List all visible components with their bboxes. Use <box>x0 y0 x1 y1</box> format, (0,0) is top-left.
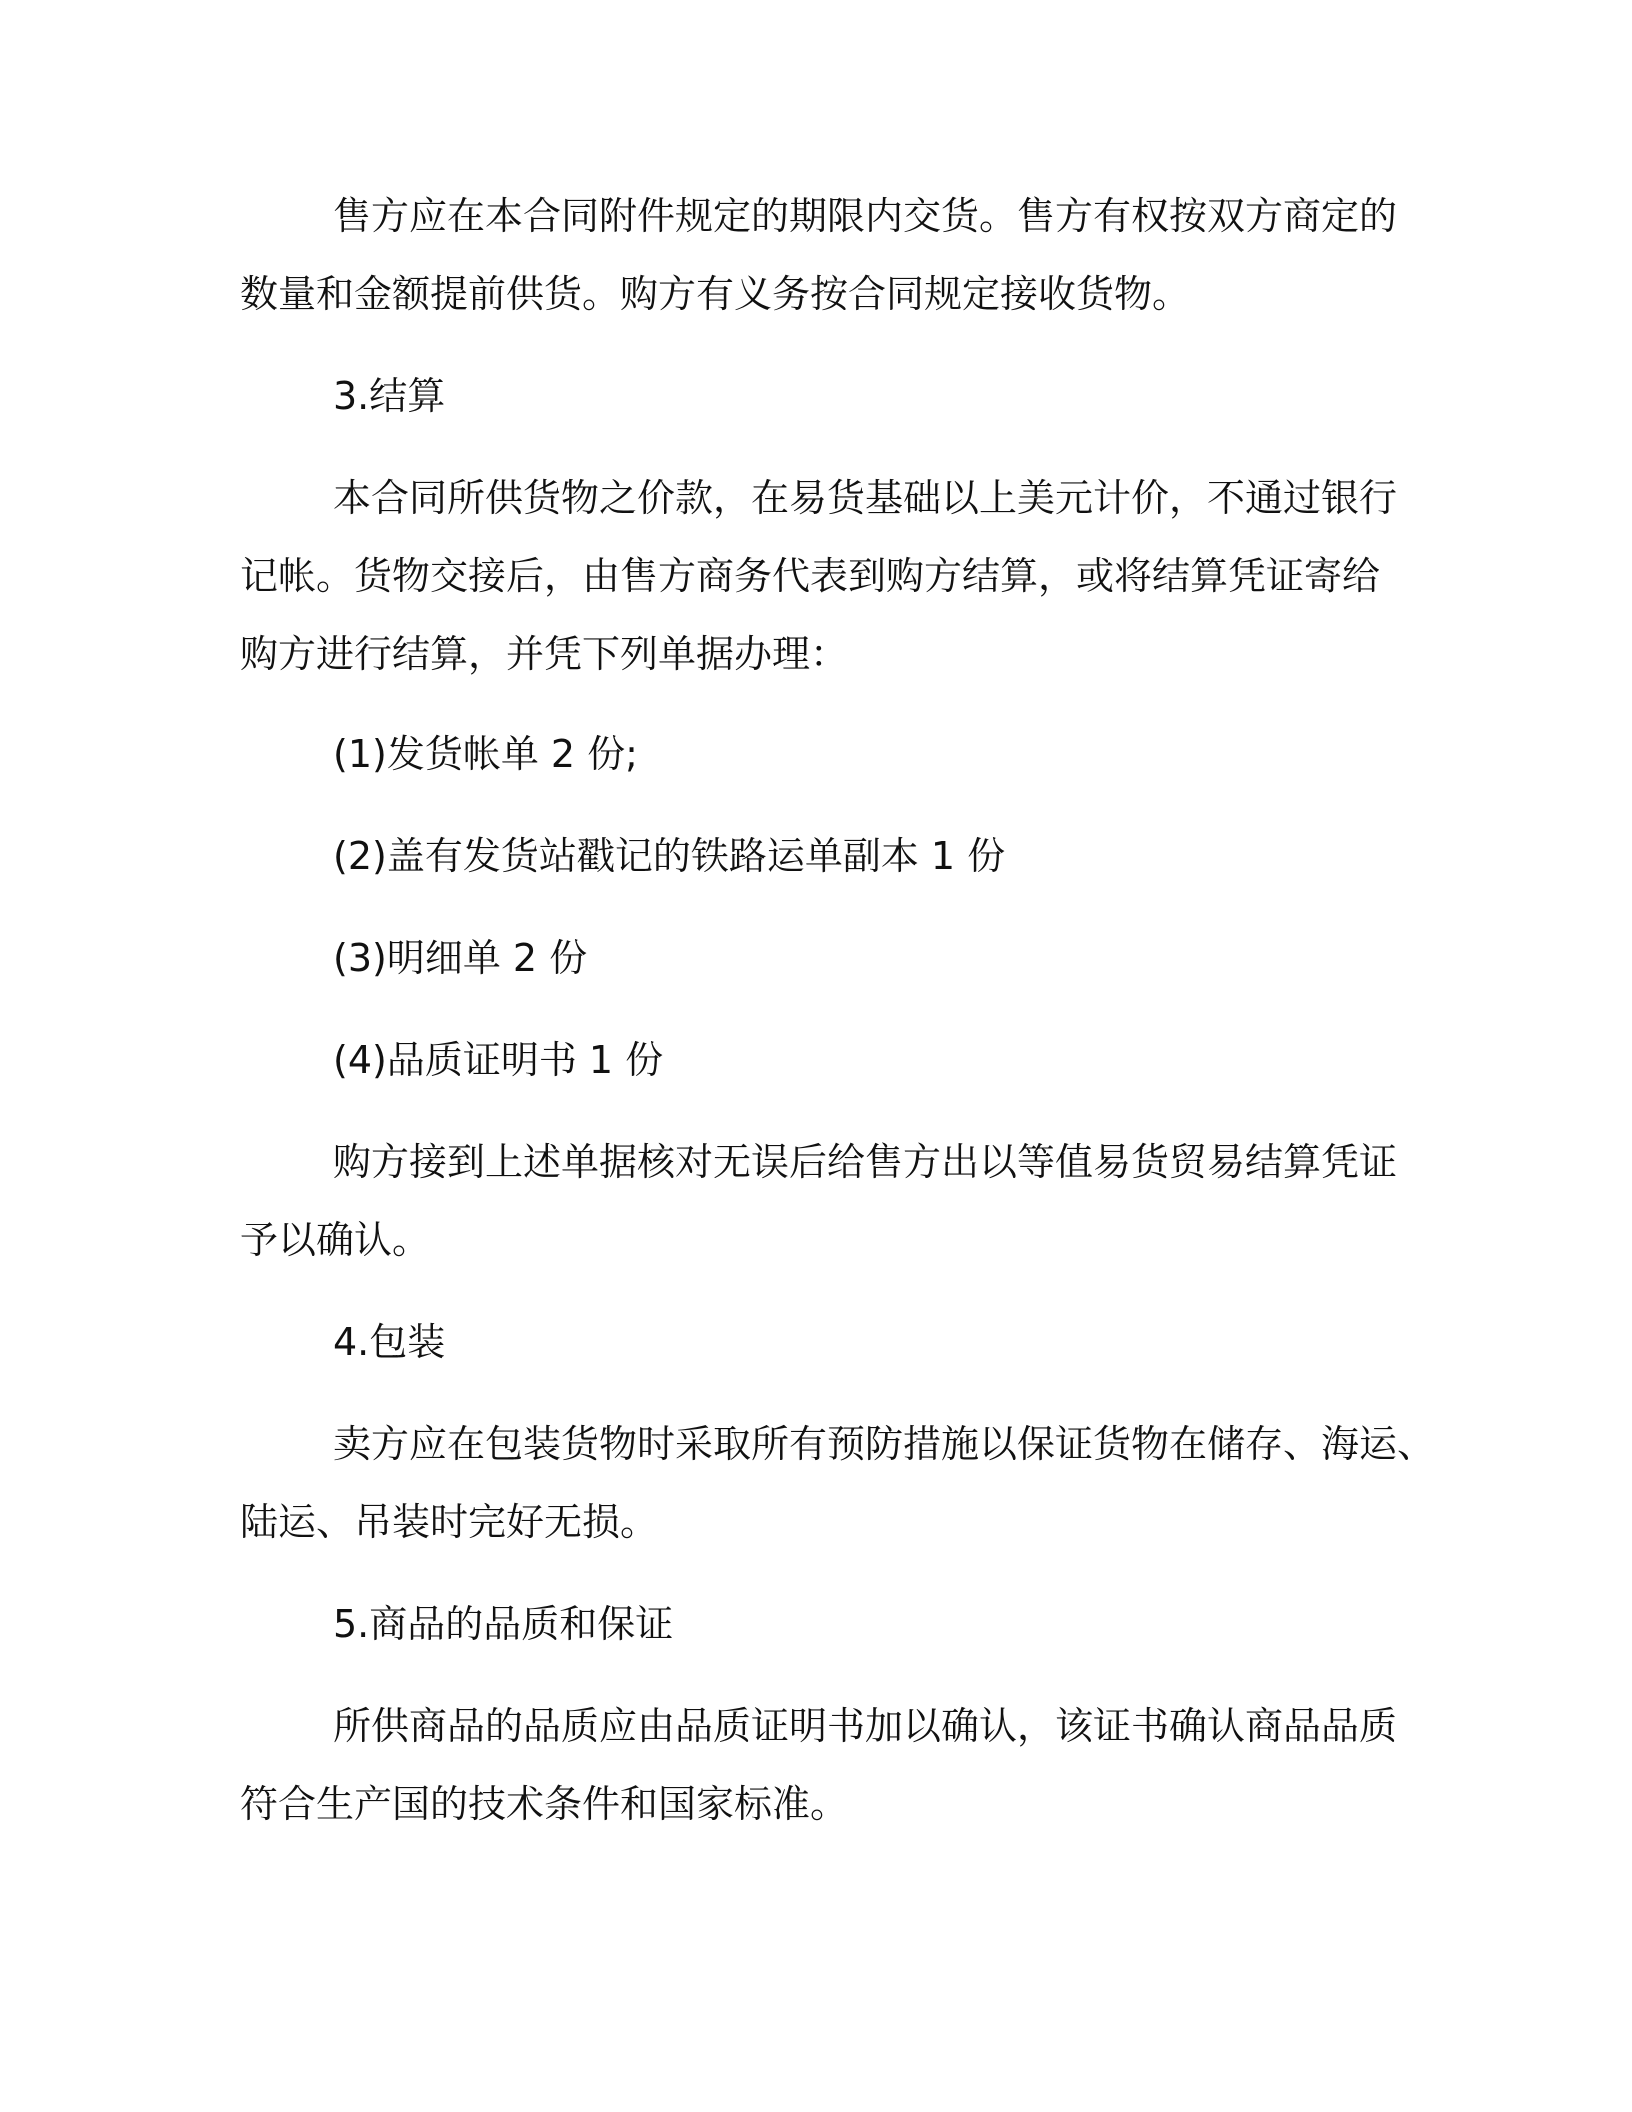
paragraph-confirmation-line2: 予以确认。 <box>240 1218 431 1262</box>
paragraph-delivery-line2: 数量和金额提前供货。购方有义务按合同规定接收货物。 <box>240 272 1191 316</box>
list-item: (3)明细单 2 份 <box>333 936 588 980</box>
paragraph-quality-line1: 所供商品的品质应由品质证明书加以确认，该证书确认商品品质 <box>333 1704 1398 1748</box>
paragraph-packing-line2: 陆运、吊装时完好无损。 <box>240 1500 659 1544</box>
paragraph-confirmation-line1: 购方接到上述单据核对无误后给售方出以等值易货贸易结算凭证 <box>333 1140 1398 1184</box>
section-heading-packing: 4.包装 <box>333 1320 446 1364</box>
paragraph-settlement-line2: 记帐。货物交接后，由售方商务代表到购方结算，或将结算凭证寄给 <box>240 554 1381 598</box>
list-item: (4)品质证明书 1 份 <box>333 1038 664 1082</box>
paragraph-delivery-line1: 售方应在本合同附件规定的期限内交货。售方有权按双方商定的 <box>333 194 1398 238</box>
list-item: (1)发货帐单 2 份; <box>333 732 638 776</box>
paragraph-settlement-line3: 购方进行结算，并凭下列单据办理： <box>240 632 849 676</box>
section-heading-settlement: 3.结算 <box>333 374 446 418</box>
section-heading-quality: 5.商品的品质和保证 <box>333 1602 674 1646</box>
paragraph-packing-line1: 卖方应在包装货物时采取所有预防措施以保证货物在储存、海运、 <box>333 1422 1436 1466</box>
paragraph-settlement-line1: 本合同所供货物之价款，在易货基础以上美元计价，不通过银行 <box>333 476 1398 520</box>
paragraph-quality-line2: 符合生产国的技术条件和国家标准。 <box>240 1782 849 1826</box>
list-item: (2)盖有发货站戳记的铁路运单副本 1 份 <box>333 834 1006 878</box>
